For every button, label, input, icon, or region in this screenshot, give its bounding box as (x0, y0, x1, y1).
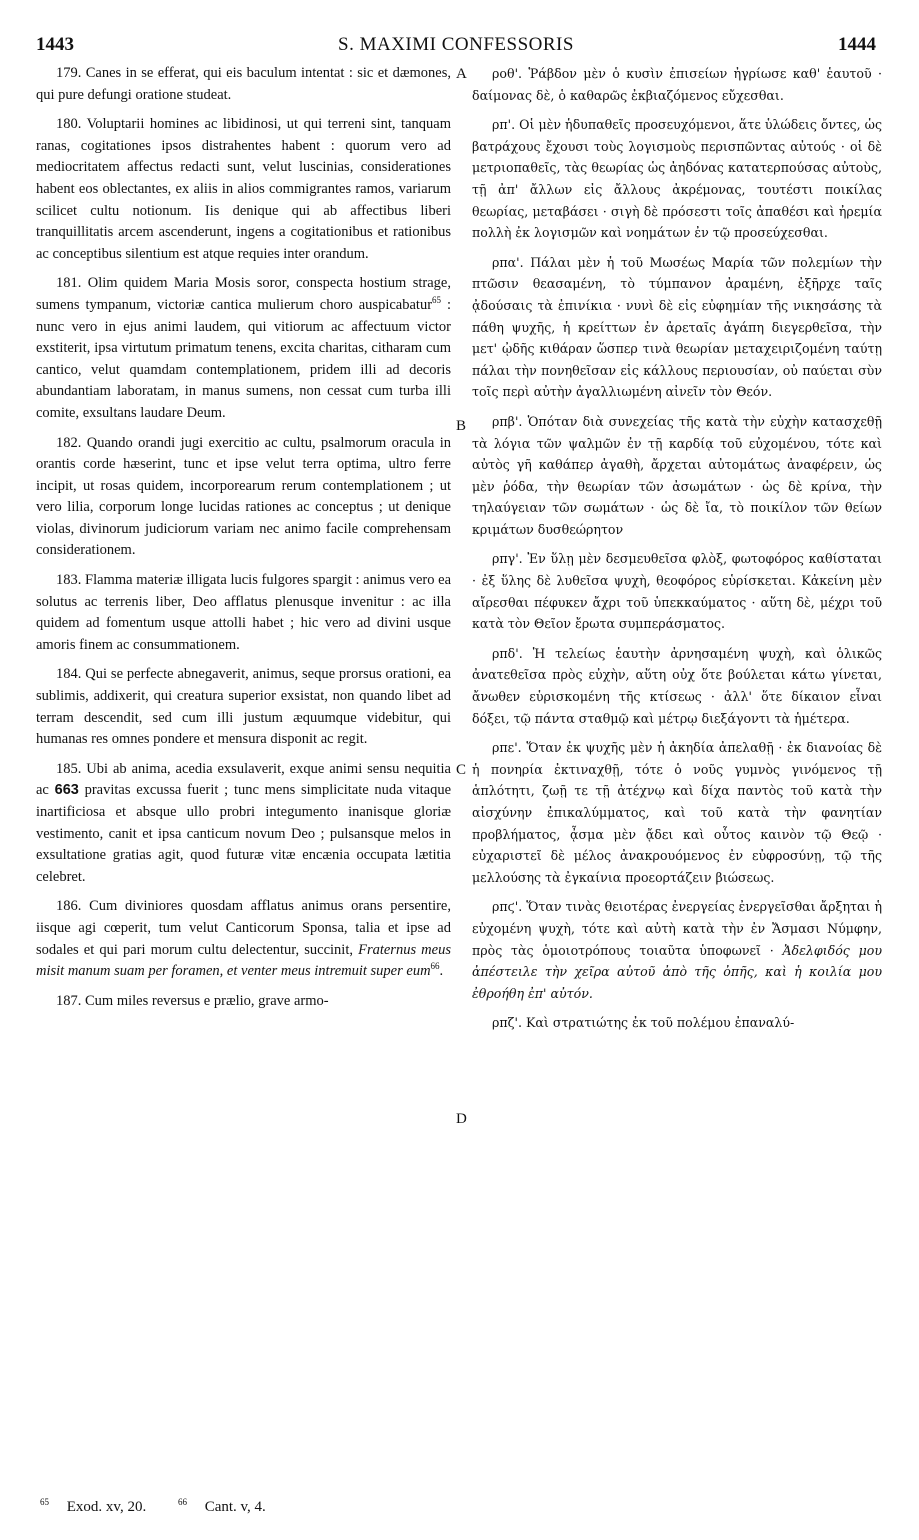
latin-paragraph-182: 182. Quando orandi jugi exercitio ac cultu, psalmorum oracula in orantis corde hæserint, tunc et ipse velut terra optima, ultro ferre incipit, ut rosas quidem, incorporearum rerum contemplationem ; ut vero lilia, corporum longe lucidas rationes ac conceptus ; ut denique violas, divinorum judiciorum variam nec animo facile comprehensam considerationem. (36, 434, 452, 559)
greek-paragraph-185: ρπε'. Ὅταν ἐκ ψυχῆς μὲν ἡ ἀκηδία ἀπελαθῇ · ἐκ διανοίας δὲ ἡ πονηρία ἐκτιναχθῇ, τότε ὁ νοῦς γυμνὸς γινόμενος τῇ ἁπλότητι, ζωῇ τε τῇ ἀτέχνῳ καὶ δίχα παντὸς τοῦ κατὰ τὴν αἰσχύνην ἐπικαλύμματος, καὶ τοῦ κατὰ τὴν φανητίαν προβλήματος, ᾆσμα μὲν ᾄδει καὶ οὗτος καινὸν τῷ Θεῷ · εὐχαριστεῖ δὲ μέλος ἀνακρουόμενος ἐν εὐφροσύνῃ, τῷ τῆς μελλούσης τὰ ἐγκαίνια προεορτάζειν βιώσεως. (472, 740, 882, 885)
latin-paragraph-181: 181. Olim quidem Maria Mosis soror, conspecta hostium strage, sumens tympanum, victoriæ cantica mulierum choro auspicabatur$^{65}$ : nunc vero in ejus animi laudem, qui vitiorum ac affectuum victor exstiterit, ipsa virtutum primatum tenens, excita charitas, citharam cum cantico, velut quamdam contemplationem, pridem illi ad decoris abundantiam laboratam, in manus sumens, non cessat cum turba illi comite, exsultans laudare Deum. (36, 275, 451, 421)
column-number: 663 (54, 782, 79, 799)
greek-paragraph-180: ρπ'. Οἱ μὲν ἡδυπαθεῖς προσευχόμενοι, ἅτε ὑλώδεις ὄντες, ὡς βατράχους ἔχουσι τοὺς λογισμοὺς περισπῶντας αὐτούς · οἱ δὲ μετριοπαθεῖς, τὰς θεωρίας ὡς ἀηδόνας κατατερπούσας αὐτοὺς, τῇ ἀπ' ἄλλων εἰς ἄλλους ἀκρέμονας, τουτέστι ποικίλας θεωρίας, μεταβάσει · σιγὴ δὲ πρόσεστι τοῖς ἀπαθέσι καὶ ἠρεμία πολλὴ ἐκ λογισμῶν καὶ νοημάτων ἐν τῷ προσεύχεσθαι. (472, 117, 882, 241)
latin-paragraph-179: 179. Canes in se efferat, qui eis baculum intentat : sic et dæmones, qui pure defungi oratione studeat. (36, 65, 451, 103)
margin-letter-c: C (456, 762, 467, 778)
latin-paragraph-185: 185. Ubi ab anima, acedia exsulaverit, exque animi sensu nequitia ac 663 pravitas excussa fuerit ; tunc mens simplicitate nuda vitaque inartificiosa et absque ullo probri integumento inanisque gloriæ vestimento, canit et ipsa canticum novum Deo ; pulsansque melos in exsultatione gratias agit, quod futuræ vitæ encænia occupata lætitia celebret. (36, 760, 452, 885)
latin-paragraph-184: 184. Qui se perfecte abnegaverit, animus, seque prorsus orationi, ea sublimis, addixerit, qui creatura superior exsistat, non quando libet ad terram descendit, sed cum illi justum æquumque videbitur, qui humanas res omnes pondere et mensura disponit ac regit. (36, 666, 452, 748)
greek-paragraph-183: ρπγ'. Ἐν ὕλῃ μὲν δεσμευθεῖσα φλὸξ, φωτοφόρος καθίσταται · ἐξ ὕλης δὲ λυθεῖσα ψυχὴ, θεοφόρος εὑρίσκεται. Κἀκείνη μὲν αἴρεσθαι πέφυκεν ἄχρι τοῦ ὑπεκκαύματος · αὕτη δὲ, μέχρι τοῦ κατὰ τὸν Θεῖον ἔρωτα συμπεράσματος. (472, 551, 882, 632)
greek-column (472, 63, 882, 1042)
footnote-ref-65: 65 (432, 295, 442, 306)
latin-paragraph-180: 180. Voluptarii homines ac libidinosi, ut qui terreni sint, tanquam ranas, cogitationes ipsos distrahentes habent : quorum vero ad mediocritatem affectus redacti sunt, velut luscinias, considerationes habent eos oblectantes, ex aliis in alios commigrantes ramos, variarum scilicet cultu notionum. Iis denique qui ab affectibus liberi tranquillitatis arcem ascenderunt, ingens a cogitationibus et rationibus ac conceptibus silentium est atque requies inter orandum. (36, 116, 451, 262)
page-number-right: 1444 (838, 34, 876, 55)
greek-paragraph-187: ρπζ'. Καὶ στρατιώτης ἐκ τοῦ πολέμου ἐπαναλύ- (492, 1015, 795, 1031)
latin-paragraph-187: 187. Cum miles reversus e prælio, grave armo- (56, 992, 329, 1009)
greek-paragraph-182: ρπβ'. Ὁπόταν διὰ συνεχείας τῆς κατὰ τὴν εὐχὴν κατασχεθῇ τὰ λόγια τῶν ψαλμῶν ἐν τῇ καρδίᾳ τοῦ εὐχομένου, τότε καὶ αὐτὸς γῆ καθάπερ ἀγαθὴ, ἄρχεται αὐτομάτως ἀναφέρειν, ὡς μὲν ῥόδα, τὴν θεωρίαν τῶν ἀσωμάτων · ὡς δὲ κρίνα, τὴν τηλαύγειαν τῶν σωμάτων · ὡς δὲ ἴα, τὸ ποικίλον τῶν θείων κριμάτων δυσθεώρητον (472, 413, 882, 537)
page-number-left: 1443 (36, 34, 74, 55)
margin-letter-a: A (456, 66, 467, 82)
footnote-ref-66: 66 (430, 961, 440, 972)
running-title: S. MAXIMI CONFESSORIS (338, 34, 574, 55)
footnotes (40, 1497, 540, 1516)
page-header (36, 34, 876, 60)
latin-paragraph-183: 183. Flamma materiæ illigata lucis fulgores spargit : animus vero ea solutus ac terrenis liber, Deo afflatus plenusque invenitur : ac illa quidem ad fomentum usque attolli habet ; hic vero ad divini usque amoris finem ac consummationem. (36, 572, 451, 653)
footnote-65: $^{65}$ Exod. xv, 20. (40, 1497, 147, 1515)
greek-paragraph-181: ρπα'. Πάλαι μὲν ἡ τοῦ Μωσέως Μαρία τῶν πολεμίων τὴν πτῶσιν θεασαμένη, τὸ τύμπανον ἀραμένη, ἐξῆρχε ταῖς ᾀδούσαις τὰ ἐπινίκια · νυνὶ δὲ εἰς εὐφημίαν τῆς νικησάσης τὰ πάθη ψυχῆς, ἡ κρείττων ἐν ἀρεταῖς ἀγάπη διεγερθεῖσα, τὴν μετ' ᾠδῆς κιθάραν ὥσπερ τινὰ θεωρίαν μεταχειριζομένη ταύτῃ πάλαι τὴν πονηθεῖσαν εἰς κάλλους περιουσίαν, οὐ παύεται σὺν τοῖς περὶ αὐτὴν ἀγαλλιωμένη αἰνεῖν τὸν Θεόν. (472, 254, 882, 400)
greek-paragraph-179: ροθ'. Ῥάβδον μὲν ὁ κυσὶν ἐπισείων ἠγρίωσε καθ' ἑαυτοῦ · δαίμονας δὲ, ὁ καθαρῶς ἐκβιαζόμενος εὔχεσθαι. (472, 66, 882, 103)
margin-letter-d: D (456, 1111, 467, 1127)
latin-paragraph-186: 186. Cum diviniores quosdam afflatus animus orans persentire, iisque agi cœperit, tum velut Canticorum Sponsa, talia et ipse ad sodales et qui pari morum cultu delectentur, succinit, Fraternus meus misit manum suam per foramen, et venter meus intremuit super eum$^{66}$. (36, 898, 451, 980)
greek-paragraph-184: ρπδ'. Ἡ τελείως ἑαυτὴν ἀρνησαμένη ψυχὴ, καὶ ὁλικῶς ἀνατεθεῖσα πρὸς εὐχὴν, αὕτη οὐχ ὅτε βούλεται κάτω γίνεται, ἄνωθεν εὑρισκομένη τῆς κτίσεως · ἀλλ' ὅτε δίκαιον εἶναι δόξει, τῷ πάντα σταθμῷ καὶ μέτρῳ διεξάγοντι τὰ ἡμέτερα. (472, 645, 882, 726)
footnote-66: $^{66}$ Cant. v, 4. (177, 1497, 266, 1515)
greek-paragraph-186: ρπϛ'. Ὅταν τινὰς θειοτέρας ἐνεργείας ἐνεργεῖσθαι ἄρξηται ἡ εὐχομένη ψυχὴ, τότε καὶ αὐτὴ κατὰ τὴν ἐν Ἄσμασι Νύμφην, πρὸς τὰς ὁμοιοτρόπους τοιαῦτα ὑποφωνεῖ · Ἀδελφιδός μου ἀπέστειλε τὴν χεῖρα αὐτοῦ ἀπὸ τῆς ὀπῆς, καὶ ἡ κοιλία μου ἐθροήθη ἐπ' αὐτόν. (472, 899, 882, 1001)
margin-letter-b: B (456, 418, 467, 434)
latin-column (36, 63, 451, 1020)
